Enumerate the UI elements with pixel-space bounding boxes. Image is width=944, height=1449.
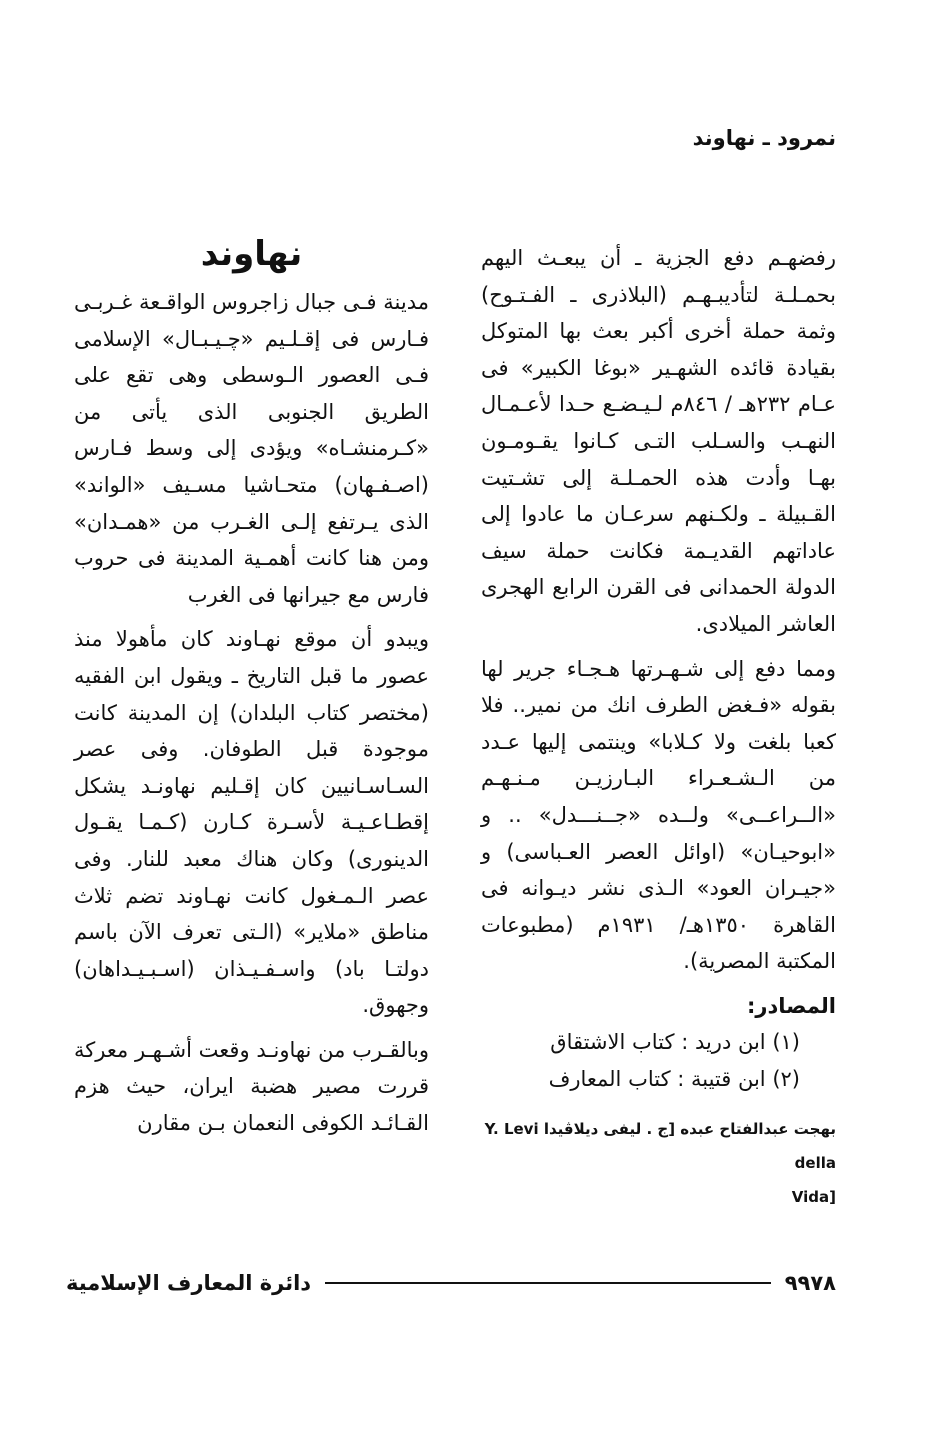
author-line: بهجت عبدالفتاح عبده [ج . ليفى ديلاڤيدا Y. Levi della <box>484 1119 836 1172</box>
page-footer <box>66 1266 836 1300</box>
running-head: نمرود ـ نهاوند <box>692 126 836 150</box>
page-number: ٩٩٧٨ <box>784 1271 836 1295</box>
author-credit <box>481 1112 836 1214</box>
body-paragraph: وبالقـرب من نهاونـد وقعت أشـهـر معركة قررت مصير هضبة ايران، حيث هزم القـائـد الكوفى النعمان بـن مقارن <box>74 1037 429 1136</box>
right-column <box>481 240 836 1214</box>
article-title: نهاوند <box>200 234 303 274</box>
source-item: (١) ابن دريد : كتاب الاشتقاق <box>550 1030 800 1055</box>
author-line: Vida] <box>791 1187 836 1206</box>
left-column <box>74 228 429 1142</box>
body-paragraph: ويبدو أن موقع نهـاوند كان مأهولا منذ عصور ما قبل التاريخ ـ ويقول ابن الفقيه (مختصر كتاب البلدان) إن المدينة كانت موجودة قبل الطوفان. وفى عصر السـاسـانيين كان إقـليم نهاونـد يشكل إقطـاعـيـة لأسـرة كـارن (كـمـا يقـول الدينورى) وكان هناك معبد للنار. وفى عصر الـمـغول كانت نهـاوند تضم ثلاث مناطق «ملاير» (الـتى تعرف الآن باسم دولتـا باد) واسـفـيـذان (اسـبـيـداهان) وجهوق. <box>74 627 429 1018</box>
sources-heading: المصادر: <box>746 993 836 1018</box>
body-paragraph: رفضهـم دفع الجزية ـ أن يبعـث اليهم بحمـلـة لتأديبـهـم (البلاذرى ـ الفـتـوح) وثمة حملة أخرى أكبر بعث بها المتوكل بقيادة قائده الشهـير «بوغا الكبير» فى عـام ٢٣٢هـ / ٨٤٦م لـيـضـع حـدا لأعـمـال النهـب والسـلب التـى كـانوا يقـومـون بهـا وأدت هذه الحمـلـة إلى تشـتيت القـبيلة ـ ولكـنهم سرعـان ما عادوا إلى عاداتهم القديـمة فكانت حملة سيف الدولة الحمدانى فى القرن الرابع الهجرى العاشر الميلادى. <box>481 246 836 636</box>
body-paragraph: مدينة فـى جبال زاجروس الواقـعة غـربـى فـارس فى إقـلـيم «چـيـبـال» الإسلامى فـى العصور الـوسطى وهى تقع على الطريق الجنوبى الذى يأتى من «كـرمنشـاه» ويؤدى إلى وسط فـارس (اصـفـهان) متحـاشيا مسـيف «الواند» الذى يـرتفع إلـى الغـرب من «همـدان» ومن هنا كانت أهمـية المدينة فى حروب فارس مع جيرانها فى الغرب <box>74 290 429 607</box>
source-item: (٢) ابن قتيبة : كتاب المعارف <box>548 1067 800 1092</box>
footer-rule <box>325 1282 771 1284</box>
body-paragraph: ومما دفع إلى شـهـرتها هـجـاء جرير لها بقوله «فـغض الطرف انك من نمير.. فلا كعبا بلغت ولا كـلابا» وينتمى إليها عـدد من الـشـعـراء البـارزيـن مـنـهـم «الــراعــى» ولــده «جــنـــدل» .. و «ابوحيـان» (اوائل العصر العـباسى) و «جيـران العود» الـذى نشر ديـوانه فى القاهرة ١٣٥٠هـ/ ١٩٣١م (مطبوعات المكتبة المصرية). <box>481 656 836 974</box>
publication-title: دائرة المعارف الإسلامية <box>66 1271 312 1295</box>
